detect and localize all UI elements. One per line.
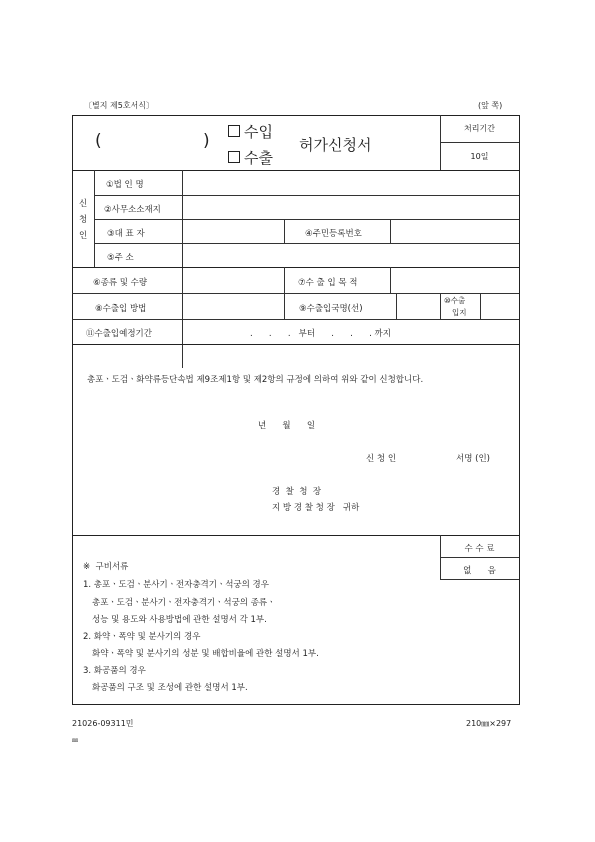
import-checkbox[interactable] bbox=[228, 125, 240, 137]
addressee-line1: 경 찰 청 장 bbox=[272, 487, 322, 497]
date-line: 년 월 일 bbox=[258, 421, 316, 431]
fee-value: 없 음 bbox=[463, 566, 496, 576]
country-label: ⑨수출입국명(선) bbox=[299, 304, 363, 314]
form-number: 〔별지 제5호서식〕 bbox=[84, 101, 155, 110]
addressee-line2: 지 방 경 찰 청 장 귀하 bbox=[272, 503, 360, 513]
purpose-label: ⑦수 출 입 목 적 bbox=[298, 278, 358, 288]
statement-text: 총포ㆍ도검ㆍ화약류등단속법 제9조제1항 및 제2항의 규정에 의하여 위와 같이 신청합니다. bbox=[87, 375, 424, 385]
corp-name-label: ①법 인 명 bbox=[106, 180, 144, 190]
resident-id-label: ④주민등록번호 bbox=[305, 229, 362, 239]
form-code-sub: ㎜ bbox=[72, 737, 79, 744]
signature-label: 서명 (인) bbox=[456, 454, 490, 464]
paper-size: 210㎜×297 bbox=[466, 719, 512, 728]
date-label-line2: 입지 bbox=[452, 308, 467, 317]
method-field[interactable] bbox=[184, 295, 282, 317]
representative-field[interactable] bbox=[184, 221, 282, 241]
processing-period-value: 10일 bbox=[470, 152, 489, 161]
title-paren-open: ( bbox=[95, 131, 102, 151]
purpose-field[interactable] bbox=[392, 269, 517, 291]
date-field[interactable] bbox=[482, 295, 517, 317]
documents-line: 3. 화공품의 경우 bbox=[83, 666, 146, 676]
corp-name-field[interactable] bbox=[184, 172, 517, 193]
form-code: 21026-09311민 bbox=[72, 719, 134, 728]
office-location-label: ②사무소소재지 bbox=[104, 205, 161, 215]
documents-line: 1. 총포ㆍ도검ㆍ분사기ㆍ전자충격기ㆍ석궁의 경우 bbox=[83, 580, 269, 590]
export-option-label: 수출 bbox=[244, 149, 273, 167]
date-label-line1: ⑩수출 bbox=[444, 296, 466, 305]
method-label: ⑧수출입 방법 bbox=[95, 304, 147, 314]
form-title: 허가신청서 bbox=[299, 136, 372, 154]
documents-line: 2. 화약ㆍ폭약 및 분사기의 경우 bbox=[83, 632, 201, 642]
resident-id-field[interactable] bbox=[392, 221, 517, 241]
country-field[interactable] bbox=[398, 295, 438, 317]
address-field[interactable] bbox=[184, 245, 517, 265]
documents-heading: ※ 구비서류 bbox=[83, 562, 129, 572]
address-label: ⑤주 소 bbox=[107, 253, 134, 263]
processing-period-label: 처리기간 bbox=[464, 124, 495, 133]
fee-label: 수 수 료 bbox=[464, 544, 495, 554]
documents-line: 화공품의 구조 및 조성에 관한 설명서 1부. bbox=[92, 683, 248, 693]
import-option-label: 수입 bbox=[244, 123, 273, 141]
type-quantity-label: ⑥종류 및 수량 bbox=[93, 278, 148, 288]
period-label: ⑪수출입예정기간 bbox=[86, 329, 152, 339]
period-text: . . . 부터 . . . 까지 bbox=[250, 329, 391, 339]
export-checkbox[interactable] bbox=[228, 151, 240, 163]
documents-line: 성능 및 용도와 사용방법에 관한 설명서 각 1부. bbox=[92, 615, 267, 625]
type-quantity-field[interactable] bbox=[184, 269, 282, 291]
documents-line: 총포ㆍ도검ㆍ분사기ㆍ전자충격기ㆍ석궁의 종류ㆍ bbox=[92, 598, 276, 608]
representative-label: ③대 표 자 bbox=[107, 229, 145, 239]
documents-line: 화약ㆍ폭약 및 분사기의 성분 및 배합비율에 관한 설명서 1부. bbox=[92, 649, 319, 659]
title-paren-close: ) bbox=[203, 131, 210, 151]
page-side-label: (앞 쪽) bbox=[478, 101, 503, 110]
applicant-sign-label: 신 청 인 bbox=[366, 454, 397, 464]
office-location-field[interactable] bbox=[184, 197, 517, 217]
